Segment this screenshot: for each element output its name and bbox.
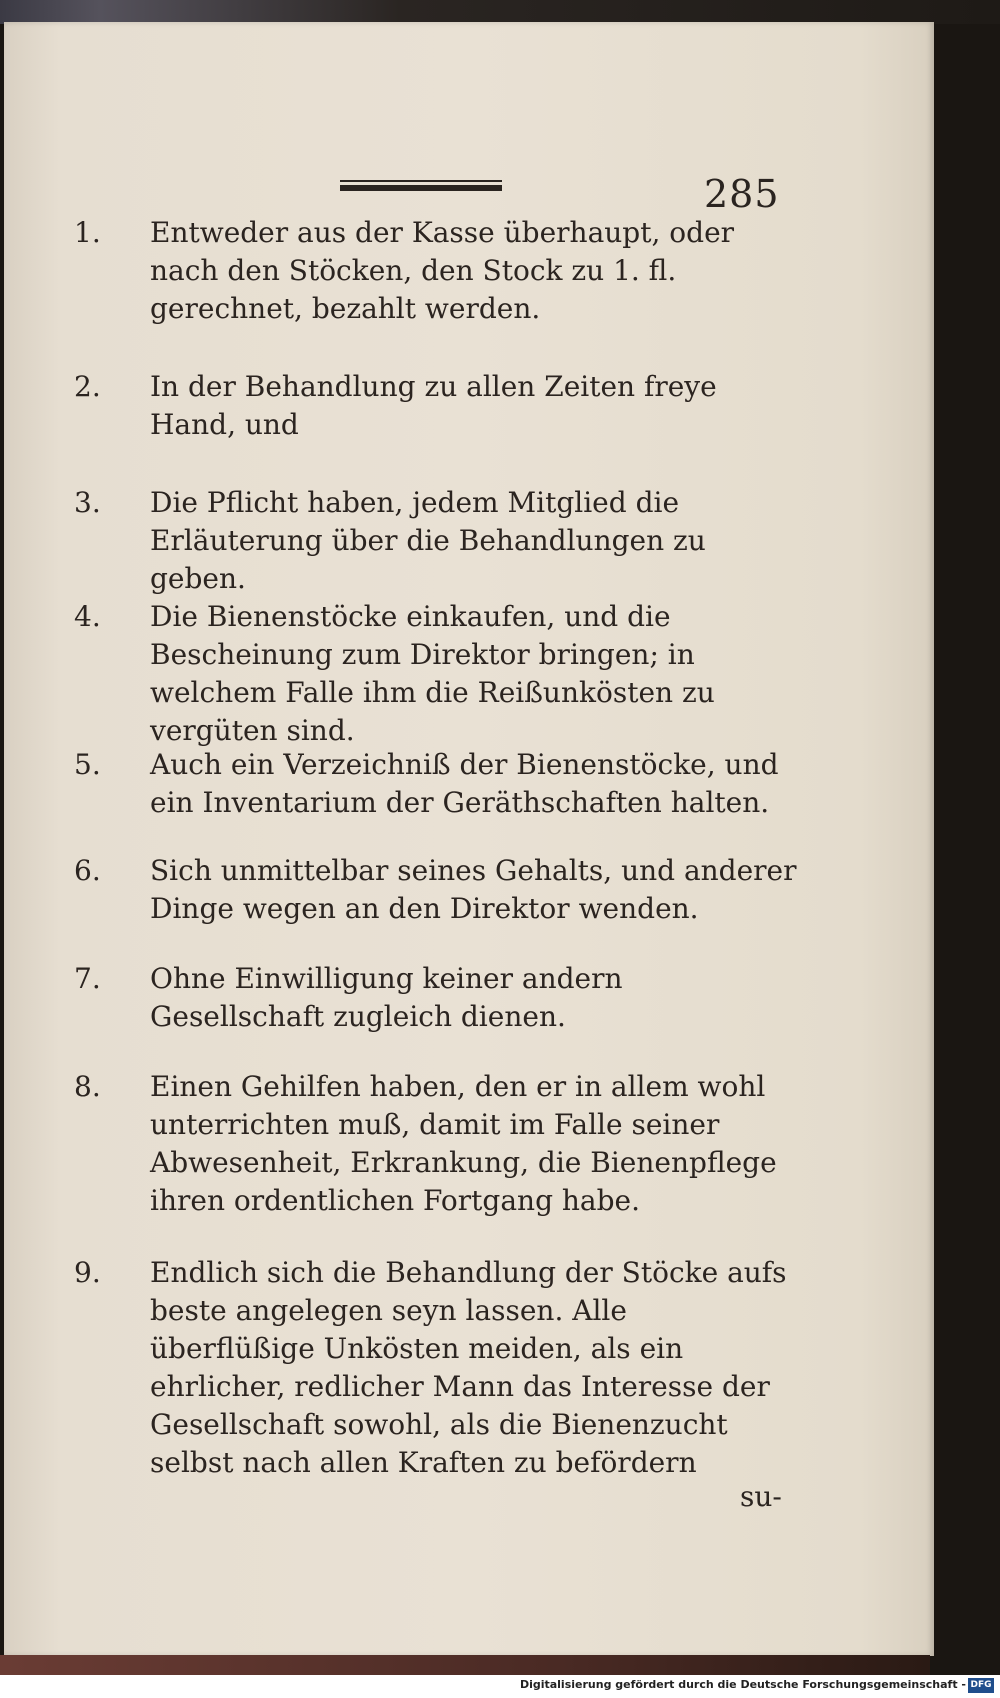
list-item-9 xyxy=(74,1254,798,1482)
item-text: Ohne Einwilligung keiner andern Gesellschaft zugleich dienen. xyxy=(150,962,623,1033)
item-number: 6. xyxy=(74,854,101,887)
item-text: Endlich sich die Behandlung der Stöcke aufs beste angelegen seyn lassen. Alle überflüßige Unkösten meiden, als ein ehrlicher, redlicher Mann das Interesse der Gesellschaft sowohl, als die Bienenzucht selbst nach allen Kraften zu befördern xyxy=(150,1256,787,1479)
item-text: Auch ein Verzeichniß der Bienenstöcke, und ein Inventarium der Geräthschaften halten. xyxy=(150,748,779,819)
page-number: 285 xyxy=(704,172,780,216)
item-number: 9. xyxy=(74,1256,101,1289)
list-item-5 xyxy=(74,746,798,822)
item-text: Einen Gehilfen haben, den er in allem wohl unterrichten muß, damit im Falle seiner Abwesenheit, Erkrankung, die Bienenpflege ihren ordentlichen Fortgang habe. xyxy=(150,1070,777,1217)
item-number: 8. xyxy=(74,1070,101,1103)
item-number: 1. xyxy=(74,216,101,249)
list-item-3 xyxy=(74,484,798,598)
item-text: In der Behandlung zu allen Zeiten freye Hand, und xyxy=(150,370,717,441)
digitization-footer xyxy=(0,1675,1000,1698)
item-text: Die Pflicht haben, jedem Mitglied die Erläuterung über die Behandlungen zu geben. xyxy=(150,486,706,595)
item-text: Die Bienenstöcke einkaufen, und die Bescheinung zum Direktor bringen; in welchem Falle ihm die Reißunkösten zu vergüten sind. xyxy=(150,600,715,747)
book-edge-bottom xyxy=(0,1655,930,1675)
book-page xyxy=(4,22,934,1656)
header-rule xyxy=(340,180,502,194)
item-text: Sich unmittelbar seines Gehalts, und anderer Dinge wegen an den Direktor wenden. xyxy=(150,854,797,925)
footer-credit: Digitalisierung gefördert durch die Deutsche Forschungsgemeinschaft - xyxy=(519,1678,966,1691)
item-text: Entweder aus der Kasse überhaupt, oder nach den Stöcken, den Stock zu 1. fl. gerechnet, bezahlt werden. xyxy=(150,216,735,325)
item-number: 5. xyxy=(74,748,101,781)
list-item-2 xyxy=(74,368,798,444)
list-item-1 xyxy=(74,214,798,328)
list-item-6 xyxy=(74,852,798,928)
item-number: 7. xyxy=(74,962,101,995)
list-item-4 xyxy=(74,598,798,750)
item-number: 2. xyxy=(74,370,101,403)
item-number: 4. xyxy=(74,600,101,633)
catchword: su- xyxy=(740,1480,782,1513)
item-number: 3. xyxy=(74,486,101,519)
dfg-logo: DFG xyxy=(968,1678,994,1693)
list-item-7 xyxy=(74,960,798,1036)
list-item-8 xyxy=(74,1068,798,1220)
book-edge-top xyxy=(0,0,1000,24)
